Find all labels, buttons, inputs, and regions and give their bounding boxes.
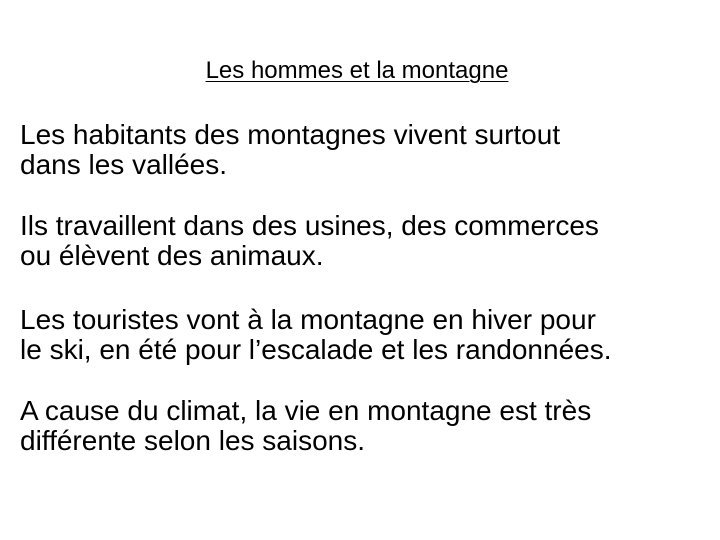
paragraph-line: le ski, en été pour l’escalade et les randonnées. xyxy=(20,334,612,365)
paragraph-line: dans les vallées. xyxy=(20,149,228,180)
paragraph-line: Les touristes vont à la montagne en hiver pour xyxy=(20,304,596,335)
paragraph-line: ou élèvent des animaux. xyxy=(20,240,324,271)
paragraph-line: différente selon les saisons. xyxy=(20,425,366,456)
paragraph-climate xyxy=(20,396,710,456)
paragraph-work xyxy=(20,211,710,271)
slide-title: Les hommes et la montagne xyxy=(205,57,509,84)
paragraph-valleys xyxy=(20,120,710,180)
paragraph-line: Les habitants des montagnes vivent surtout xyxy=(20,119,561,150)
paragraph-line: Ils travaillent dans des usines, des commerces xyxy=(20,210,599,241)
paragraph-line: A cause du climat, la vie en montagne est très xyxy=(20,395,592,426)
paragraph-tourists xyxy=(20,305,710,365)
